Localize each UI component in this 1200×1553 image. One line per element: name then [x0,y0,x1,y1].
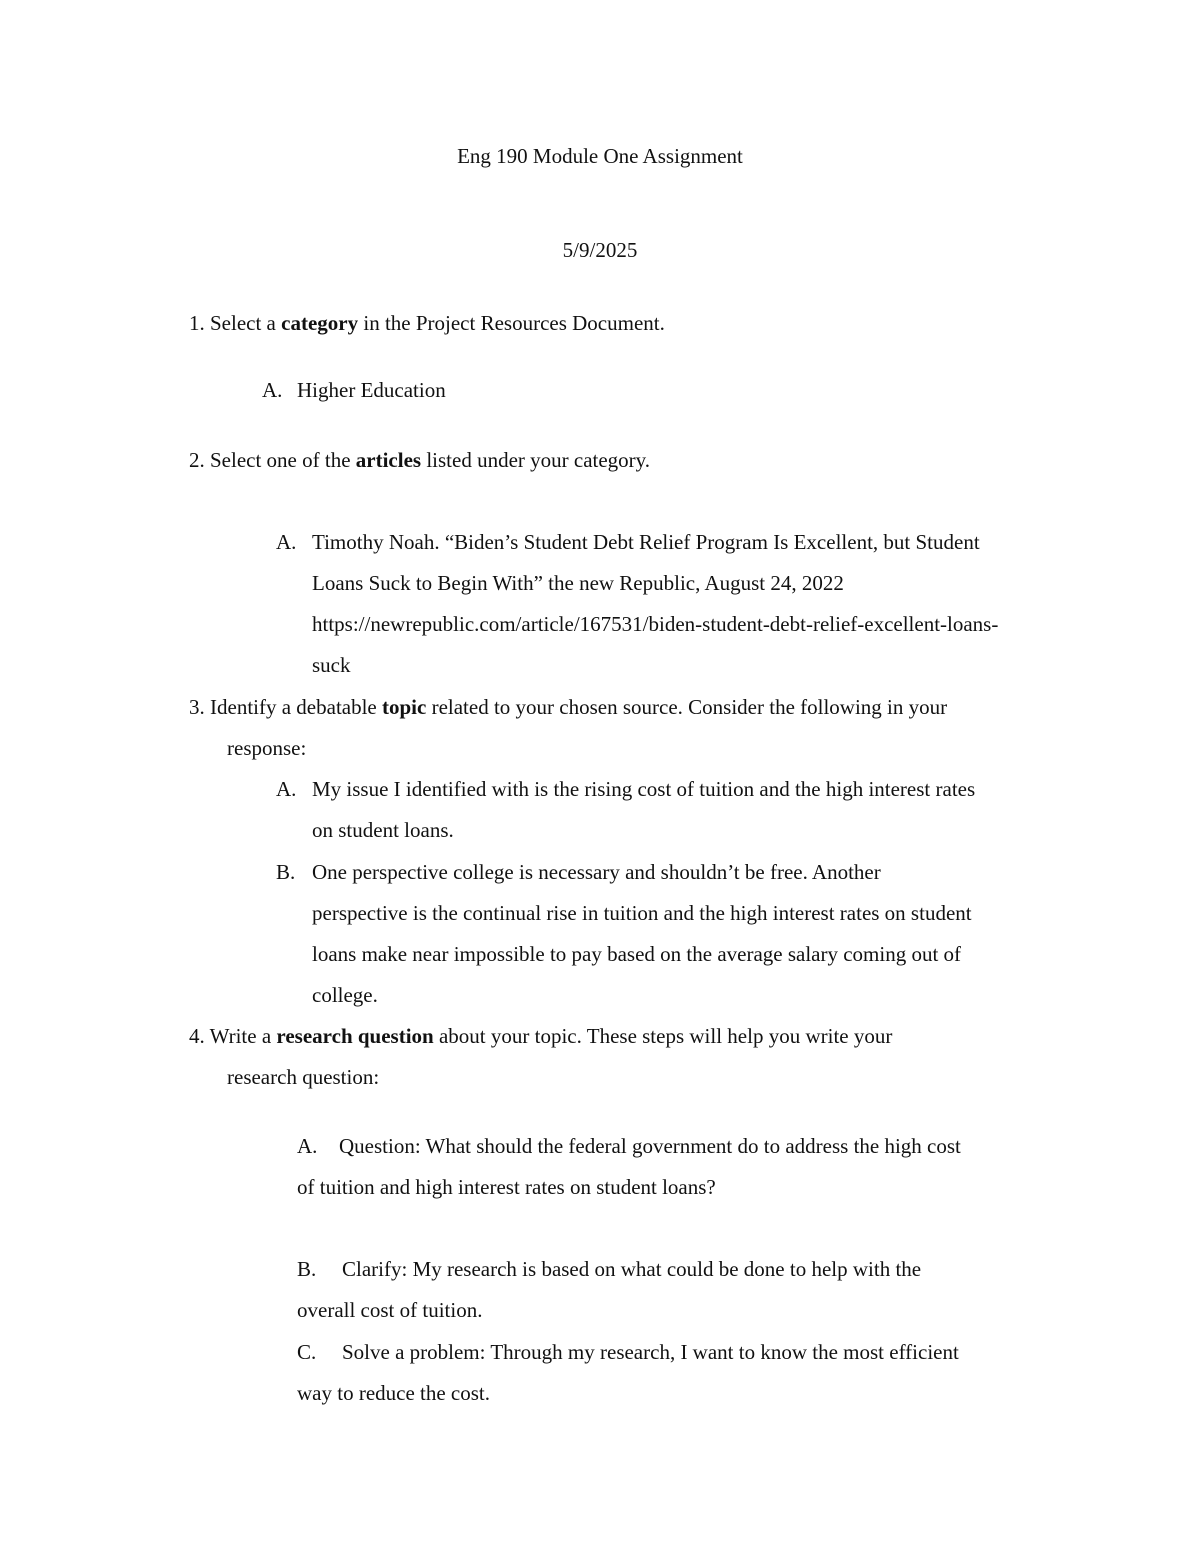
question-number: 3. [189,695,205,719]
answer-3a-line: on student loans. [312,818,454,842]
document-date: 5/9/2025 [562,238,638,262]
answer-2a-letter: A. [276,530,297,554]
article-url: suck [312,653,351,677]
answer-2a-line: Loans Suck to Begin With” the new Republic, August 24, 2022 [312,571,844,595]
answer-3b-letter: B. [276,860,296,884]
answer-2a-line: Timothy Noah. “Biden’s Student Debt Relief Program Is Excellent, but Student [312,530,980,554]
article-url: https://newrepublic.com/article/167531/biden-student-debt-relief-excellent-loans- [312,612,999,636]
answer-3b-line: college. [312,983,378,1007]
answer-4a-line: of tuition and high interest rates on student loans? [297,1175,716,1199]
question-text: Write a research question about your topic. These steps will help you write your [209,1024,893,1048]
question-3-continued: response: [227,736,307,760]
question-number: 4. [189,1024,205,1048]
question-number: 2. [189,448,205,472]
answer-3b-line: loans make near impossible to pay based on the average salary coming out of [312,942,962,966]
answer-1a: Higher Education [297,378,446,402]
answer-4b-line: overall cost of tuition. [297,1298,483,1322]
answer-4b-letter: B. [297,1257,317,1281]
question-3 [189,697,947,718]
answer-4c-letter: C. [297,1340,317,1364]
document-title: Eng 190 Module One Assignment [457,144,743,168]
answer-3b-line: One perspective college is necessary and shouldn’t be free. Another [312,860,881,884]
question-number: 1. [189,311,205,335]
answer-1a-letter: A. [262,378,283,402]
question-4-continued: research question: [227,1065,380,1089]
answer-3a-line: My issue I identified with is the rising cost of tuition and the high interest rates [312,777,976,801]
answer-4a-line: Question: What should the federal government do to address the high cost [339,1134,961,1158]
question-4 [189,1026,892,1047]
answer-4c-line: way to reduce the cost. [297,1381,491,1405]
question-text: Select one of the articles listed under your category. [210,448,651,472]
answer-4b-line: Clarify: My research is based on what could be done to help with the [342,1257,922,1281]
answer-3b-line: perspective is the continual rise in tuition and the high interest rates on student [312,901,972,925]
answer-4a-letter: A. [297,1134,318,1158]
answer-3a-letter: A. [276,777,297,801]
question-text: Identify a debatable topic related to your chosen source. Consider the following in your [210,695,948,719]
question-2 [189,450,650,471]
question-text: Select a category in the Project Resources Document. [210,311,665,335]
answer-4c-line: Solve a problem: Through my research, I want to know the most efficient [342,1340,959,1364]
question-1 [189,313,665,334]
